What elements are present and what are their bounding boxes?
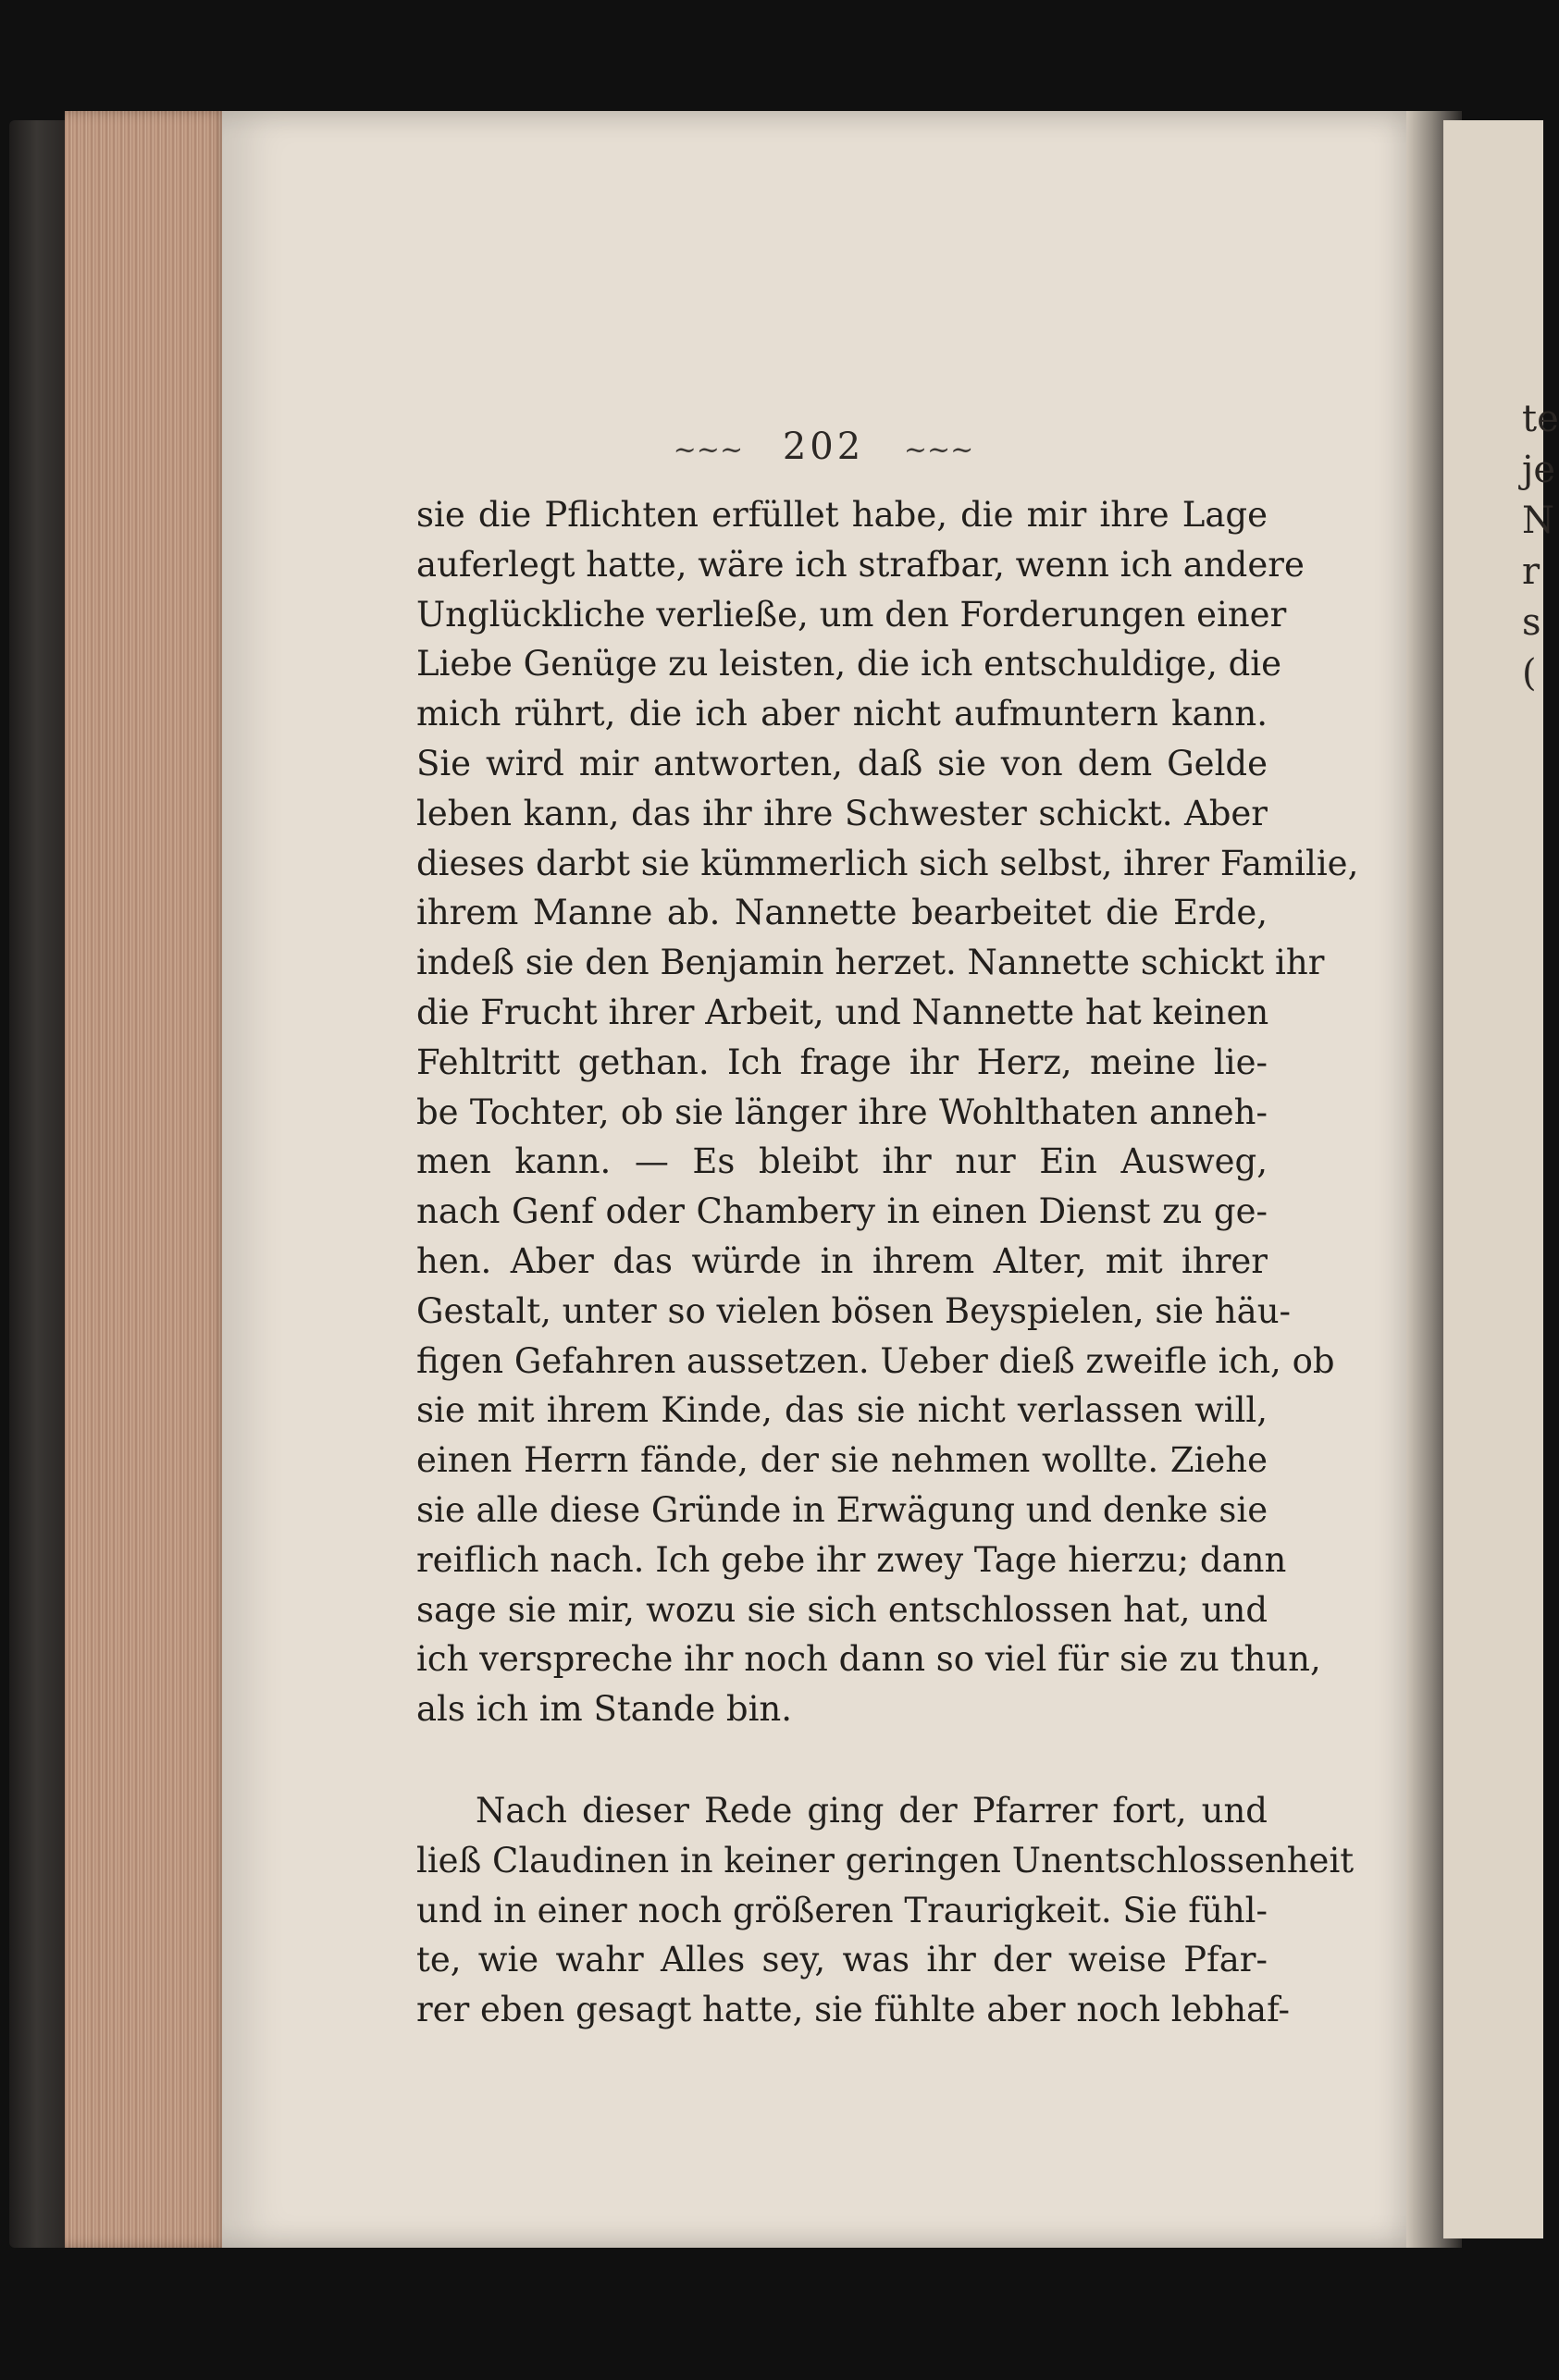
facing-page-fragment: je — [1522, 449, 1556, 491]
facing-page-fragment: ( — [1522, 652, 1537, 695]
text-line: sie mit ihrem Kinde, das sie nicht verlassen will, — [416, 1390, 1268, 1431]
page-number: 202 — [782, 425, 865, 468]
text-line: einen Herrn fände, der sie nehmen wollte. Ziehe — [416, 1440, 1268, 1481]
paragraph-gap — [416, 1734, 1268, 1786]
page-header — [222, 425, 1425, 468]
text-line: ihrem Manne ab. Nannette bearbeitet die Erde, — [416, 893, 1268, 933]
text-line: dieses darbt sie kümmerlich sich selbst, ihrer Familie, — [416, 843, 1359, 883]
page-block-edges — [65, 111, 231, 2248]
text-line: be Tochter, ob sie länger ihre Wohlthaten anneh- — [416, 1091, 1268, 1132]
text-line: Gestalt, unter so vielen bösen Beyspielen, sie häu- — [416, 1290, 1292, 1331]
text-line: indeß sie den Benjamin herzet. Nannette schickt ihr — [416, 943, 1325, 983]
text-line: als ich im Stande bin. — [416, 1689, 793, 1730]
body-text — [416, 490, 1359, 2035]
paragraph-1 — [416, 490, 1359, 1734]
book-page — [222, 111, 1425, 2248]
text-line: und in einer noch größeren Traurigkeit. Sie fühl- — [416, 1890, 1268, 1930]
text-line: sage sie mir, wozu sie sich entschlossen hat, und — [416, 1589, 1268, 1630]
text-line: leben kann, das ihr ihre Schwester schickt. Aber — [416, 793, 1268, 833]
text-line: hen. Aber das würde in ihrem Alter, mit ihrer — [416, 1240, 1268, 1281]
text-line: auferlegt hatte, wäre ich strafbar, wenn ich andere — [416, 544, 1305, 585]
text-line: sie die Pflichten erfüllet habe, die mir ihre Lage — [416, 495, 1268, 535]
text-line: Unglückliche verließe, um den Forderungen einer — [416, 594, 1287, 635]
facing-page-edge — [1443, 120, 1559, 2238]
text-line: nach Genf oder Chambery in einen Dienst zu ge- — [416, 1191, 1268, 1232]
text-line: men kann. — Es bleibt ihr nur Ein Ausweg, — [416, 1141, 1268, 1182]
text-line: Sie wird mir antworten, daß sie von dem Gelde — [416, 743, 1268, 783]
text-line: ich verspreche ihr noch dann so viel für sie zu thun, — [416, 1639, 1321, 1680]
text-line: ließ Claudinen in keiner geringen Unentschlossenheit — [416, 1840, 1355, 1881]
text-line: reiflich nach. Ich gebe ihr zwey Tage hierzu; dann — [416, 1539, 1287, 1580]
text-line: te, wie wahr Alles sey, was ihr der weise Pfar- — [416, 1940, 1268, 1980]
text-line: figen Gefahren aussetzen. Ueber dieß zweifle ich, ob — [416, 1340, 1335, 1381]
text-line: mich rührt, die ich aber nicht aufmuntern kann. — [416, 694, 1268, 734]
text-line: die Frucht ihrer Arbeit, und Nannette hat keinen — [416, 992, 1269, 1032]
header-ornament-left: ~~~ — [673, 434, 744, 466]
text-line: Nach dieser Rede ging der Pfarrer fort, und — [476, 1790, 1268, 1831]
text-line: Fehltritt gethan. Ich frage ihr Herz, meine lie- — [416, 1042, 1268, 1082]
facing-page-fragment: r — [1522, 550, 1540, 593]
paragraph-2 — [416, 1786, 1355, 2035]
text-line: Liebe Genüge zu leisten, die ich entschuldige, die — [416, 644, 1282, 684]
header-ornament-right: ~~~ — [903, 434, 974, 466]
facing-page-fragment: te — [1522, 398, 1559, 440]
facing-page-fragment: s — [1522, 601, 1541, 644]
text-line: rer eben gesagt hatte, sie fühlte aber noch lebhaf- — [416, 1990, 1290, 2030]
text-line: sie alle diese Gründe in Erwägung und denke sie — [416, 1489, 1268, 1530]
facing-page-fragment: N — [1522, 499, 1554, 542]
